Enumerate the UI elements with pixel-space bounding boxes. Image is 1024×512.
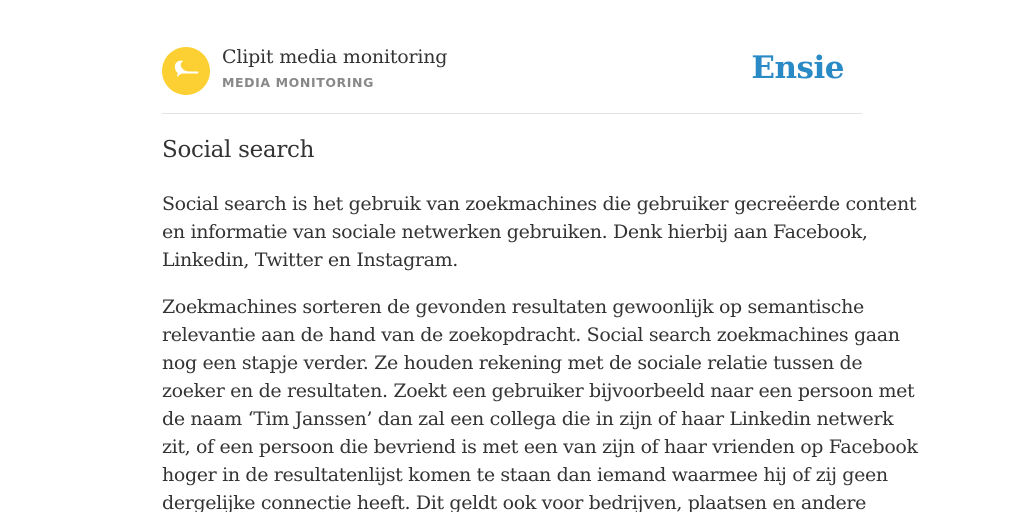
- article-paragraph-1: [162, 190, 917, 274]
- paragraph-line: dergelijke connectie heeft. Dit geldt ook voor bedrijven, plaatsen en andere: [162, 492, 867, 512]
- article-title: Social search: [162, 137, 315, 163]
- header: [162, 0, 862, 114]
- paragraph-line: relevantie aan de hand van de zoekopdracht. Social search zoekmachines gaan: [162, 324, 900, 346]
- speech-bubble-icon: [162, 47, 210, 95]
- site-logo-link[interactable]: Ensie: [751, 50, 844, 86]
- brand-subtitle: MEDIA MONITORING: [222, 75, 374, 90]
- paragraph-line: de naam ‘Tim Janssen’ dan zal een collega die in zijn of haar Linkedin netwerk: [162, 408, 894, 430]
- brand-title[interactable]: Clipit media monitoring: [222, 46, 448, 68]
- article-paragraph-2: [162, 293, 918, 512]
- brand-logo[interactable]: [162, 47, 210, 95]
- paragraph-line: nog een stapje verder. Ze houden rekening met de sociale relatie tussen de: [162, 352, 863, 374]
- paragraph-line: zoeker en de resultaten. Zoekt een gebruiker bijvoorbeeld naar een persoon met: [162, 380, 915, 402]
- paragraph-line: Social search is het gebruik van zoekmachines die gebruiker gecreëerde content: [162, 193, 917, 215]
- paragraph-line: en informatie van sociale netwerken gebruiken. Denk hierbij aan Facebook,: [162, 221, 868, 243]
- paragraph-line: Linkedin, Twitter en Instagram.: [162, 249, 458, 271]
- paragraph-line: hoger in de resultatenlijst komen te staan dan iemand waarmee hij of zij geen: [162, 464, 888, 486]
- paragraph-line: Zoekmachines sorteren de gevonden resultaten gewoonlijk op semantische: [162, 296, 864, 318]
- paragraph-line: zit, of een persoon die bevriend is met een van zijn of haar vrienden op Facebook: [162, 436, 918, 458]
- page-container: [162, 0, 918, 512]
